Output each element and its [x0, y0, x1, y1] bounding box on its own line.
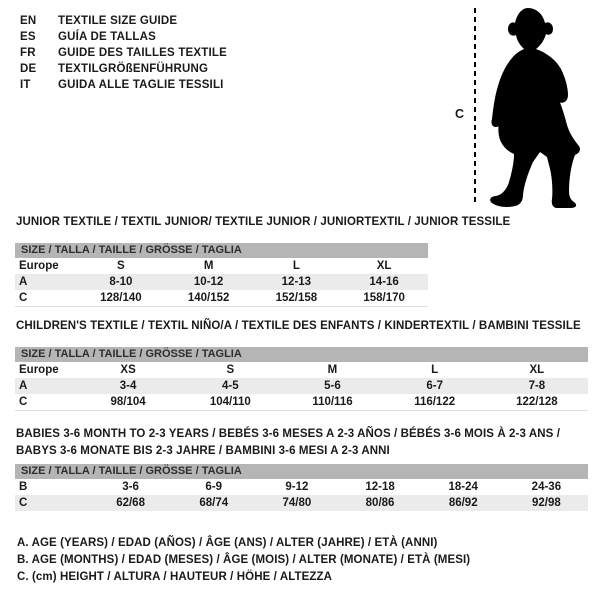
size-cell: 86/92 — [448, 497, 478, 509]
language-label: TEXTILE SIZE GUIDE — [58, 15, 178, 27]
size-cell: 140/152 — [187, 292, 230, 304]
size-cell: 110/116 — [312, 396, 353, 408]
size-cell: M — [327, 364, 338, 376]
table-row — [15, 274, 428, 290]
language-label: GUÍA DE TALLAS — [58, 31, 156, 43]
row-label: C — [19, 292, 28, 304]
language-code: EN — [20, 15, 37, 27]
table-row — [15, 495, 588, 511]
language-code: IT — [20, 79, 31, 91]
size-cell: 98/104 — [110, 396, 146, 408]
size-cell: 68/74 — [199, 497, 229, 509]
size-cell: 7-8 — [528, 380, 546, 392]
size-cell: 74/80 — [282, 497, 312, 509]
size-cell: 104/110 — [209, 396, 251, 408]
size-cell: 14-16 — [369, 276, 399, 288]
size-cell: 12-18 — [365, 481, 395, 493]
size-cell: S — [117, 260, 125, 272]
size-cell: XL — [376, 260, 392, 272]
size-cell: M — [203, 260, 214, 272]
row-label: B — [19, 481, 28, 493]
size-cell: 18-24 — [448, 481, 478, 493]
size-cell: 6-7 — [426, 380, 443, 392]
language-code: FR — [20, 47, 36, 59]
size-cell: 24-36 — [531, 481, 562, 493]
size-cell: 10-12 — [193, 276, 224, 288]
size-cell: L — [292, 260, 300, 272]
size-cell: 6-9 — [205, 481, 223, 493]
babies-title-line1: BABIES 3-6 MONTH TO 2-3 YEARS / BEBÉS 3-6 MESES A 2-3 AÑOS / BÉBÉS 3-6 MOIS À 2-3 ANS / — [16, 428, 560, 440]
baby-silhouette-icon — [483, 5, 593, 211]
language-label: GUIDE DES TAILLES TEXTILE — [58, 47, 227, 59]
size-cell: 158/170 — [363, 292, 405, 304]
children-size-table — [15, 362, 588, 411]
size-cell: 128/140 — [100, 292, 142, 304]
language-row-it — [20, 77, 227, 93]
language-row-fr — [20, 45, 227, 61]
measure-legend — [17, 535, 470, 586]
size-header-bar: SIZE / TALLA / TAILLE / GRÖSSE / TAGLIA — [15, 464, 588, 479]
size-cell: 116/122 — [414, 396, 456, 408]
height-dashed-line — [474, 8, 476, 206]
language-row-en — [20, 13, 227, 29]
language-row-de — [20, 61, 227, 77]
row-label: C — [19, 396, 28, 408]
row-label: C — [19, 497, 28, 509]
size-cell: 3-6 — [122, 481, 139, 493]
size-cell: 12-13 — [281, 276, 312, 288]
babies-size-table — [15, 479, 588, 511]
size-cell: 4-5 — [221, 380, 239, 392]
table-junior — [15, 243, 428, 307]
junior-table-title: JUNIOR TEXTILE / TEXTIL JUNIOR/ TEXTILE JUNIOR / JUNIORTEXTIL / JUNIOR TESSILE — [16, 216, 511, 228]
row-label: Europe — [19, 364, 59, 376]
size-cell: 152/158 — [275, 292, 318, 304]
babies-title-line2: BABYS 3-6 MONATE BIS 2-3 JAHRE / BAMBINI 3-6 MESI A 2-3 ANNI — [16, 445, 390, 457]
size-cell: 62/68 — [116, 497, 145, 509]
language-code: DE — [20, 63, 37, 75]
table-row — [15, 258, 428, 274]
junior-size-table — [15, 258, 428, 307]
size-cell: XS — [120, 364, 136, 376]
legend-line-a: A. AGE (YEARS) / EDAD (AÑOS) / ÂGE (ANS) / ALTER (JAHRE) / ETÀ (ANNI) — [17, 537, 438, 549]
size-cell: 9-12 — [285, 481, 309, 493]
size-cell: XL — [529, 364, 545, 376]
language-list — [20, 13, 227, 93]
size-header-bar: SIZE / TALLA / TAILLE / GRÖSSE / TAGLIA — [15, 347, 588, 362]
height-measure-label: C — [455, 107, 465, 121]
size-cell: 5-6 — [324, 380, 341, 392]
size-header-bar: SIZE / TALLA / TAILLE / GRÖSSE / TAGLIA — [15, 243, 428, 258]
size-cell: 3-4 — [119, 380, 137, 392]
size-cell: 92/98 — [532, 497, 561, 509]
size-cell: 8-10 — [109, 276, 133, 288]
row-label: A — [19, 380, 28, 392]
table-row — [15, 394, 588, 411]
table-row — [15, 290, 428, 307]
size-cell: S — [226, 364, 235, 376]
language-label: TEXTILGRÖßENFÜHRUNG — [58, 63, 209, 75]
size-cell: 122/128 — [516, 396, 558, 408]
language-label: GUIDA ALLE TAGLIE TESSILI — [58, 79, 224, 91]
table-row — [15, 378, 588, 394]
babies-table-title — [16, 426, 581, 460]
language-row-es — [20, 29, 227, 45]
children-table-title: CHILDREN'S TEXTILE / TEXTIL NIÑO/A / TEXTILE DES ENFANTS / KINDERTEXTIL / BAMBINI TESSILE — [16, 320, 581, 332]
table-children — [15, 347, 588, 411]
table-row — [15, 362, 588, 378]
table-row — [15, 479, 588, 495]
table-babies — [15, 464, 588, 511]
legend-line-b: B. AGE (MONTHS) / EDAD (MESES) / ÂGE (MOIS) / ALTER (MONATE) / ETÀ (MESI) — [17, 554, 471, 566]
row-label: A — [19, 276, 28, 288]
size-cell: L — [431, 364, 439, 376]
legend-line-c: C. (cm) HEIGHT / ALTURA / HAUTEUR / HÖHE / ALTEZZA — [17, 571, 333, 583]
size-cell: 80/86 — [365, 497, 395, 509]
language-code: ES — [20, 31, 36, 43]
row-label: Europe — [19, 260, 59, 272]
